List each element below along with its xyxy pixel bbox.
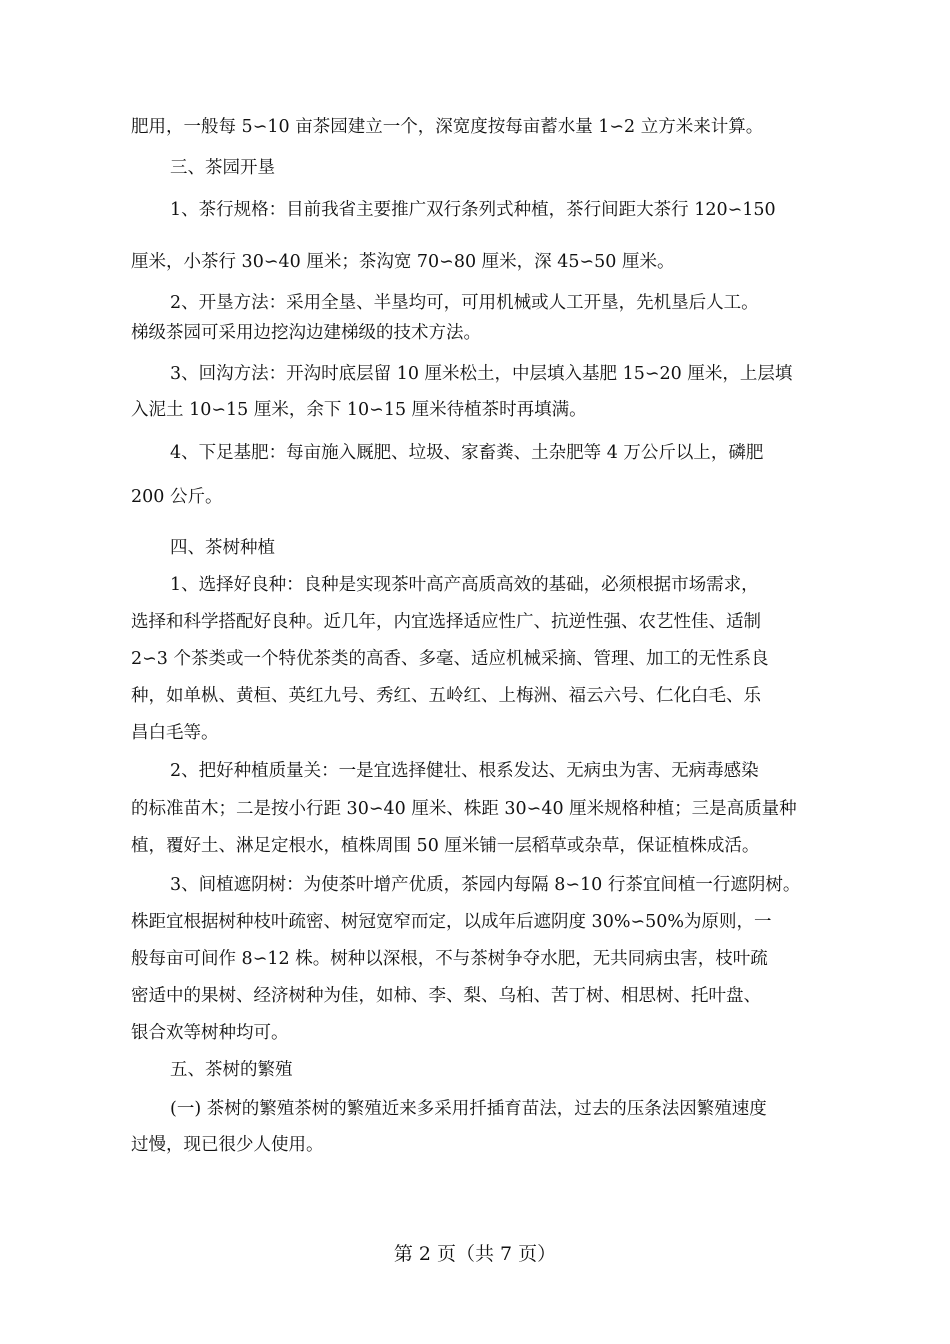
section-heading: 三、茶园开垦 xyxy=(170,158,275,178)
text-line: 入泥土 10∽15 厘米，余下 10∽15 厘米待植茶时再填满。 xyxy=(131,400,587,420)
text-line: 选择和科学搭配好良种。近几年，内宜选择适应性广、抗逆性强、农艺性佳、适制 xyxy=(131,612,761,632)
text-line: (一) 茶树的繁殖茶树的繁殖近来多采用扦插育苗法，过去的压条法因繁殖速度 xyxy=(170,1099,767,1119)
text-line: 2、开垦方法：采用全垦、半垦均可，可用机械或人工开垦，先机垦后人工。 xyxy=(170,293,759,313)
text-line: 过慢，现已很少人使用。 xyxy=(131,1135,324,1155)
text-line: 2、把好种植质量关：一是宜选择健壮、根系发达、无病虫为害、无病毒感染 xyxy=(170,761,759,781)
text-line: 植，覆好土、淋足定根水，植株周围 50 厘米铺一层稻草或杂草，保证植株成活。 xyxy=(131,836,760,856)
text-line: 种，如单枞、黄桓、英红九号、秀红、五岭红、上梅洲、福云六号、仁化白毛、乐 xyxy=(131,686,761,706)
text-line: 2∽3 个茶类或一个特优茶类的高香、多毫、适应机械采摘、管理、加工的无性系良 xyxy=(131,649,769,669)
text-line: 般每亩可间作 8∽12 株。树种以深根，不与茶树争夺水肥，无共同病虫害，枝叶疏 xyxy=(131,949,768,969)
text-line: 3、间植遮阴树：为使茶叶增产优质，茶园内每隔 8∽10 行茶宜间植一行遮阴树。 xyxy=(170,875,801,895)
text-line: 1、茶行规格：目前我省主要推广双行条列式种植，茶行间距大茶行 120∽150 xyxy=(170,200,776,220)
text-line: 的标准苗木；二是按小行距 30∽40 厘米、株距 30∽40 厘米规格种植；三是高质量种 xyxy=(131,799,797,819)
text-line: 昌白毛等。 xyxy=(131,723,219,743)
text-line: 200 公斤。 xyxy=(131,487,223,507)
text-line: 银合欢等树种均可。 xyxy=(131,1023,289,1043)
section-heading: 四、茶树种植 xyxy=(170,538,275,558)
section-heading: 五、茶树的繁殖 xyxy=(170,1060,293,1080)
text-line: 梯级茶园可采用边挖沟边建梯级的技术方法。 xyxy=(131,323,481,343)
text-line: 3、回沟方法：开沟时底层留 10 厘米松土，中层填入基肥 15∽20 厘米，上层填 xyxy=(170,364,793,384)
text-line: 肥用，一般每 5∽10 亩茶园建立一个，深宽度按每亩蓄水量 1∽2 立方米来计算。 xyxy=(131,117,764,137)
page-number: 第 2 页（共 7 页） xyxy=(393,1243,557,1265)
text-line: 4、下足基肥：每亩施入厩肥、垃圾、家畜粪、土杂肥等 4 万公斤以上，磷肥 xyxy=(170,443,764,463)
text-line: 密适中的果树、经济树种为佳，如柿、李、梨、乌桕、苦丁树、相思树、托叶盘、 xyxy=(131,986,761,1006)
text-line: 1、选择好良种：良种是实现茶叶高产高质高效的基础，必须根据市场需求， xyxy=(170,575,759,595)
text-line: 株距宜根据树种枝叶疏密、树冠宽窄而定，以成年后遮阴度 30%∽50%为原则，一 xyxy=(131,912,772,932)
text-line: 厘米，小茶行 30∽40 厘米；茶沟宽 70∽80 厘米，深 45∽50 厘米。 xyxy=(131,252,675,272)
